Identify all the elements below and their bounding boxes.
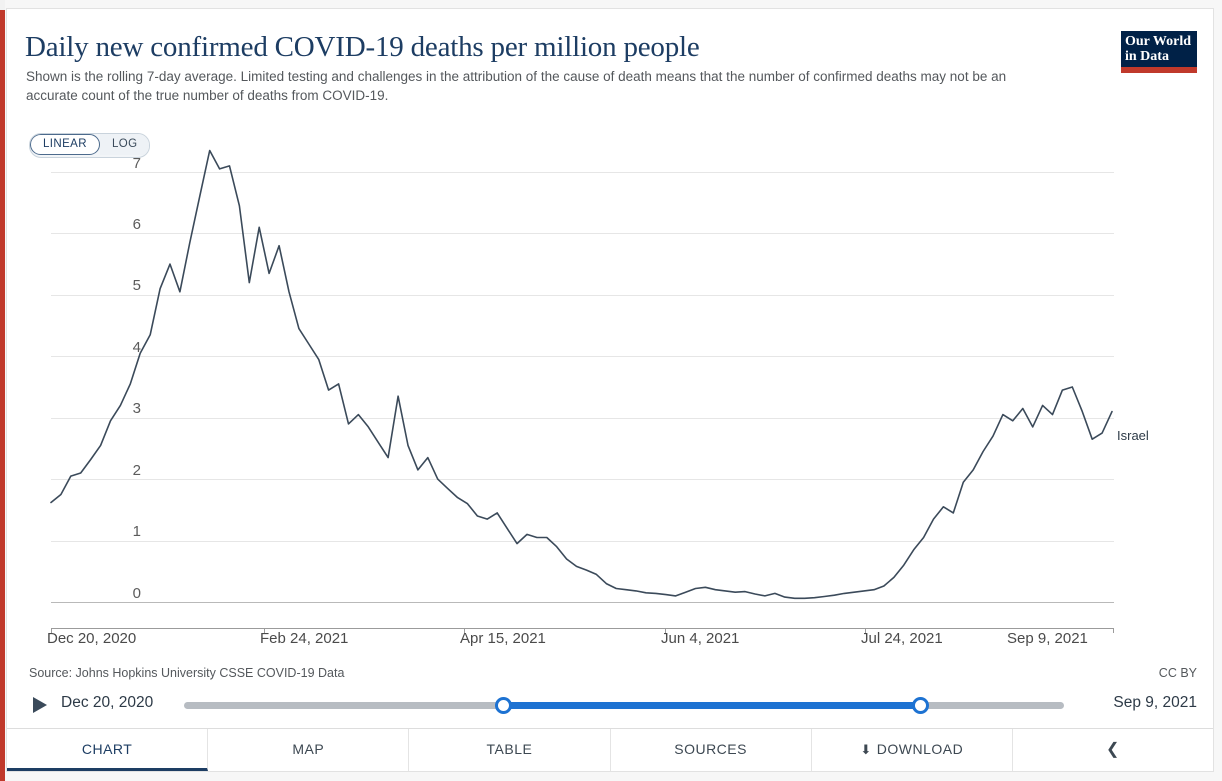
download-icon: ⬇ xyxy=(860,742,872,757)
timeline-handle-start[interactable] xyxy=(495,697,512,714)
timeline-handle-end[interactable] xyxy=(912,697,929,714)
license-note: CC BY xyxy=(1158,666,1197,680)
scale-linear-button[interactable]: LINEAR xyxy=(30,134,100,155)
tab-chart[interactable]: CHART xyxy=(7,729,208,771)
x-tick-3: Jun 4, 2021 xyxy=(661,630,740,647)
play-triangle xyxy=(33,697,47,713)
source-note: Source: Johns Hopkins University CSSE COVID-19 Data xyxy=(29,666,345,680)
x-tick-5: Sep 9, 2021 xyxy=(1007,630,1088,647)
y-tick-2: 2 xyxy=(132,462,141,479)
y-tick-3: 3 xyxy=(132,400,141,417)
scale-log-button[interactable]: LOG xyxy=(100,134,150,155)
series-israel-line xyxy=(51,172,1114,628)
y-tick-7: 7 xyxy=(132,155,141,172)
tab-map[interactable]: MAP xyxy=(208,729,409,771)
x-tick-0: Dec 20, 2020 xyxy=(47,630,137,647)
chart-card xyxy=(6,8,1214,772)
chart-area xyxy=(7,155,1213,654)
y-tick-6: 6 xyxy=(132,216,141,233)
page-title: Daily new confirmed COVID-19 deaths per million people xyxy=(25,31,700,63)
left-red-rail xyxy=(0,0,5,781)
logo-line-1: Our World xyxy=(1125,34,1192,49)
series-label-israel: Israel xyxy=(1117,428,1149,443)
left-rail-top-gap xyxy=(0,0,5,10)
plot-region xyxy=(51,172,1114,628)
y-tick-4: 4 xyxy=(132,339,141,356)
logo-line-2: in Data xyxy=(1125,49,1169,64)
timeline-end-label: Sep 9, 2021 xyxy=(1113,694,1197,711)
x-axis-line xyxy=(51,628,1114,629)
y-tick-0: 0 xyxy=(132,585,141,602)
y-tick-5: 5 xyxy=(132,277,141,294)
play-icon[interactable] xyxy=(29,694,51,716)
tab-table[interactable]: TABLE xyxy=(409,729,610,771)
our-world-in-data-logo[interactable] xyxy=(1121,31,1197,73)
y-tick-1: 1 xyxy=(132,523,141,540)
timeline-start-label: Dec 20, 2020 xyxy=(61,694,154,711)
x-tick-4: Jul 24, 2021 xyxy=(861,630,943,647)
x-tick-2: Apr 15, 2021 xyxy=(460,630,546,647)
x-tickmark-5 xyxy=(1113,628,1114,633)
timeline-control[interactable] xyxy=(29,691,1197,721)
left-rail-bottom xyxy=(0,772,5,781)
tab-sources[interactable]: SOURCES xyxy=(611,729,812,771)
share-icon: ❮ xyxy=(1105,741,1120,758)
x-tick-1: Feb 24, 2021 xyxy=(260,630,349,647)
tab-share[interactable] xyxy=(1013,729,1213,771)
chart-subtitle: Shown is the rolling 7-day average. Limited testing and challenges in the attribution of the cause of death means that the number of confirmed deaths may not be an accurate count of the true number of deaths from COVID-19. xyxy=(26,69,1007,103)
tab-download-label: DOWNLOAD xyxy=(876,741,964,757)
tab-download[interactable] xyxy=(812,729,1013,771)
logo-red-bar xyxy=(1121,67,1197,73)
tab-bar[interactable] xyxy=(7,728,1213,771)
timeline-slider-fill xyxy=(502,702,920,709)
